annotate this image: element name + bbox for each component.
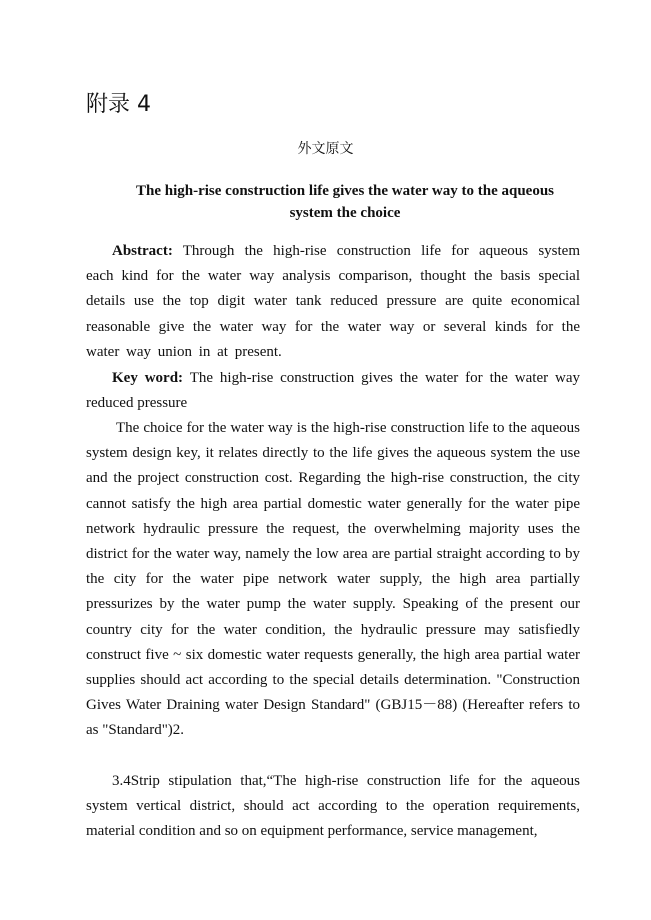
abstract-paragraph	[86, 239, 580, 365]
keyword-label: Key word:	[112, 370, 184, 386]
keywords-paragraph	[86, 366, 580, 416]
abstract-text: Through the high-rise construction life for aqueous system each kind for the water way analysis comparison, thought the basis special details use the top digit water tank reduced pressure are quite economical reasonable give the water way for the water way or several kinds for the water way union in at present.	[86, 243, 580, 360]
appendix-title: 附录 4	[86, 92, 151, 117]
keyword-text: The high-rise construction gives the water for the water way reduced pressure	[86, 370, 581, 412]
body-paragraph-2: 3.4Strip stipulation that,“The high-rise construction life for the aqueous system vertical district, should act according to the operation requirements, material condition and so on equipment performance, service management,	[86, 773, 580, 840]
body-paragraph-1: The choice for the water way is the high-rise construction life to the aqueous system design key, it relates directly to the life gives the aqueous system the use and the project construction cost. Regarding the high-rise construction, the city cannot satisfy the high area partial domestic water generally for the water pipe network hydraulic pressure the request, the overwhelming majority uses the district for the water way, namely the low area are partial straight according to by the city for the water pipe network water supply, the high area partially pressurizes by the water pump the water supply. Speaking of the present our country city for the water condition, the hydraulic pressure may satisfiedly construct five ~ six domestic water requests generally, the high area partial water supplies should act according to the special details determination. "Construction Gives Water Draining water Design Standard" (GBJ15－88) (Hereafter refers to as "Standard")2.	[86, 420, 580, 739]
paper-title: The high-rise construction life gives the water way to the aqueous system the choice	[135, 183, 555, 221]
abstract-label: Abstract:	[112, 243, 173, 259]
section-label: 外文原文	[297, 141, 354, 157]
